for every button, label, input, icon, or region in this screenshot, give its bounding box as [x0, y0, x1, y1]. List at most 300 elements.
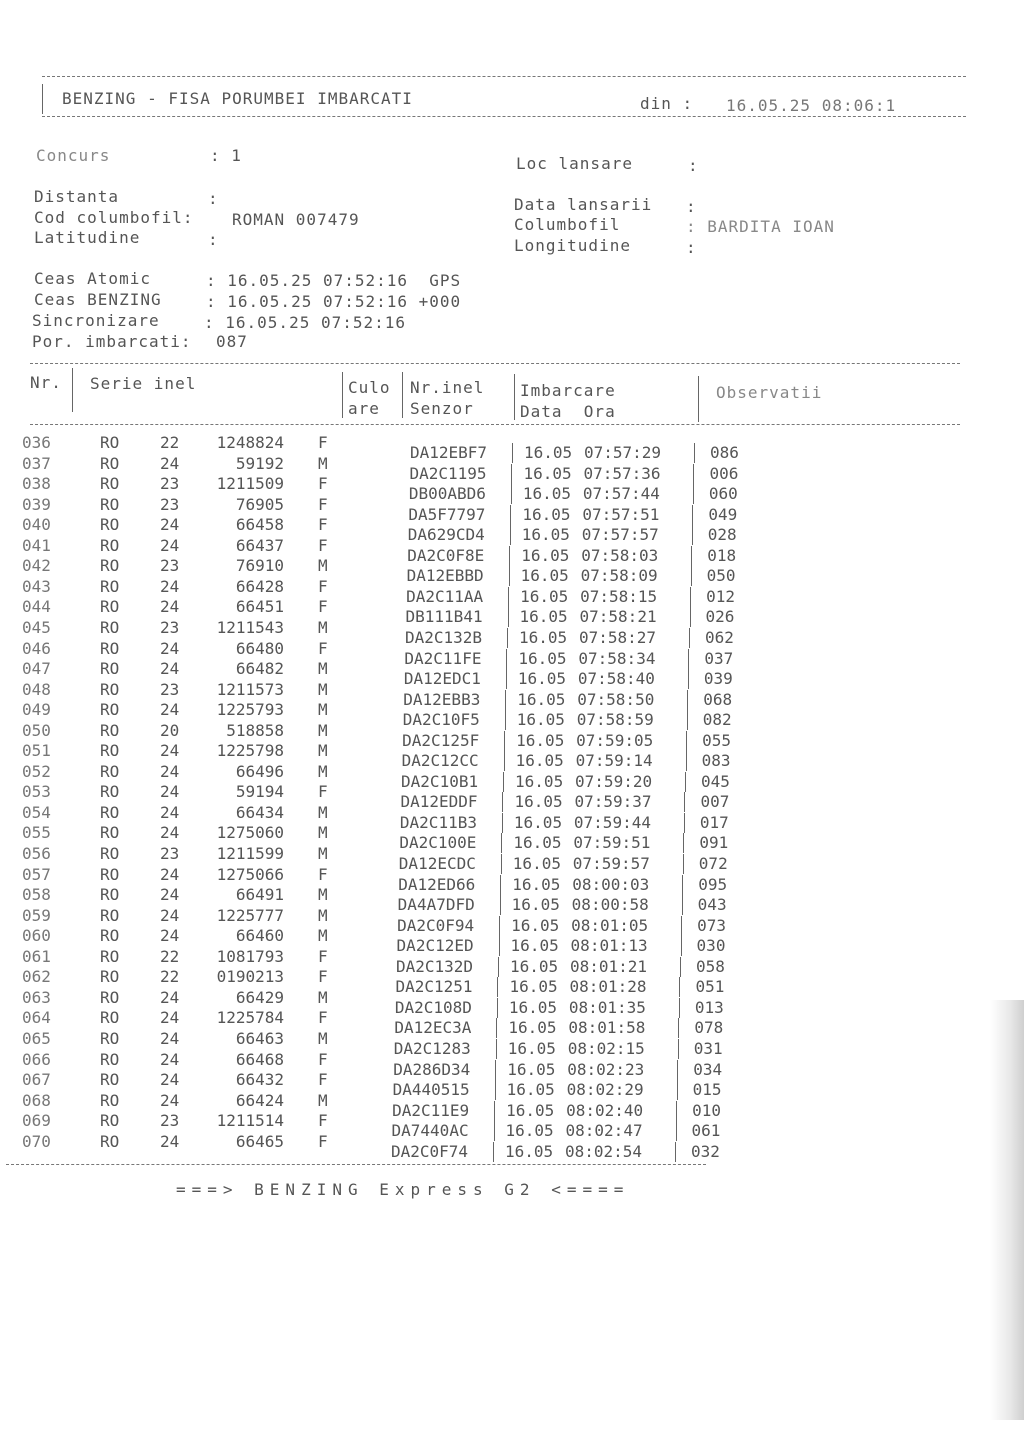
cell-cc: RO [100, 494, 120, 514]
cell-num: 1248824 [216, 433, 284, 452]
cell-date: 16.05 [522, 504, 571, 524]
cell-num: 66424 [235, 1090, 284, 1110]
cell-yr: 24 [160, 741, 180, 761]
cell-yr: 24 [160, 782, 180, 802]
cell-cc: RO [100, 1008, 120, 1028]
cell-cc: RO [100, 535, 120, 555]
cell-sex: M [318, 700, 328, 720]
cell-obs: 007 [700, 792, 730, 812]
cell-sex: F [318, 1070, 328, 1090]
cell-nr: 070 [22, 1131, 51, 1151]
cell-sensor: DA2C11B3 [399, 812, 477, 832]
cell-nr: 057 [22, 864, 51, 884]
cell-yr: 24 [160, 515, 180, 535]
cell-sensor: DA12ED66 [398, 874, 476, 894]
cell-obs: 031 [693, 1038, 723, 1058]
cell-sex: F [318, 535, 328, 555]
cell-time: 07:57:57 [581, 525, 659, 545]
cell-time: 07:59:57 [572, 854, 650, 873]
header-divider-serie [342, 372, 343, 418]
cell-date: 16.05 [516, 730, 565, 750]
cell-nr: 064 [22, 1008, 51, 1028]
cell-obs: 055 [702, 730, 732, 750]
cell-yr: 24 [160, 700, 180, 720]
cell-obs: 030 [696, 936, 726, 956]
header-divider-senzor [514, 374, 515, 420]
col-header-imbarcare: Imbarcare [520, 381, 616, 400]
cell-cc: RO [100, 1070, 120, 1090]
cell-time: 08:01:13 [570, 936, 648, 956]
cell-obs: 039 [703, 669, 733, 689]
cell-date: 16.05 [512, 874, 561, 894]
cell-sensor: DA2C0F74 [390, 1141, 469, 1161]
cell-sensor: DA2C1251 [395, 977, 473, 997]
cell-num: 66437 [235, 535, 284, 555]
cell-num: 76905 [235, 494, 284, 514]
cell-sensor: DA2C108D [394, 997, 472, 1017]
cell-obs: 049 [708, 504, 738, 524]
cod-columbofil-label: Cod columbofil: [34, 208, 194, 227]
cell-nr: 037 [22, 453, 51, 473]
cell-obs: 037 [704, 648, 734, 668]
cell-sex: M [318, 1028, 328, 1048]
header-box-left-edge [42, 84, 43, 114]
cell-nr: 062 [22, 967, 51, 987]
cell-sensor: DA440515 [392, 1080, 470, 1100]
cell-time: 07:59:20 [575, 771, 653, 791]
cell-cc: RO [100, 741, 120, 761]
cell-nr: 066 [22, 1049, 51, 1069]
cell-nr: 045 [22, 617, 51, 637]
cell-yr: 24 [160, 1070, 180, 1090]
cell-sex: M [318, 905, 328, 925]
print-date-label: din : [640, 94, 694, 113]
cell-date: 16.05 [505, 1121, 554, 1141]
cell-nr: 043 [22, 576, 51, 596]
cell-cc: RO [100, 638, 120, 658]
cell-obs: 062 [704, 627, 734, 647]
cell-cc: RO [100, 905, 120, 925]
cell-time: 07:58:09 [580, 566, 658, 586]
cell-sensor: DA2C12ED [396, 936, 474, 956]
cell-time: 08:02:54 [564, 1141, 643, 1161]
cell-yr: 23 [160, 494, 180, 514]
cell-obs: 083 [701, 751, 731, 771]
cell-yr: 24 [160, 659, 180, 679]
ceas-benzing-label: Ceas BENZING [34, 290, 162, 309]
cell-date: 16.05 [516, 710, 565, 730]
cell-date: 16.05 [510, 956, 559, 976]
cell-num: 66480 [235, 638, 284, 658]
cell-sex: F [318, 1008, 328, 1028]
cell-cc: RO [100, 761, 120, 781]
cell-sensor: DA12EBB3 [403, 689, 481, 709]
cell-sex: M [318, 741, 328, 761]
cell-yr: 24 [160, 1049, 180, 1069]
cell-obs: 028 [707, 525, 737, 545]
cell-date: 16.05 [509, 977, 558, 997]
cell-date: 16.05 [517, 669, 566, 689]
cell-num: 1225777 [216, 905, 284, 925]
cell-yr: 24 [160, 1131, 180, 1151]
header-divider-culo [402, 372, 403, 418]
cell-yr: 20 [160, 720, 180, 740]
col-header-are: are [348, 399, 380, 418]
cell-num: 518858 [226, 720, 284, 740]
col-header-culo: Culo [348, 378, 391, 397]
porumbei-imbarcati-label: Por. imbarcati: [32, 332, 192, 351]
cell-cc: RO [100, 597, 120, 617]
cell-nr: 061 [22, 946, 51, 966]
cell-yr: 24 [160, 926, 180, 946]
cell-obs: 091 [699, 833, 729, 853]
cell-num: 66482 [235, 659, 284, 679]
cell-time: 07:58:40 [577, 669, 655, 689]
cell-sensor: DB00ABD6 [408, 484, 486, 504]
cell-sensor: DA12EDC1 [403, 669, 481, 689]
cell-sex: F [318, 433, 328, 452]
cell-time: 07:57:51 [582, 504, 660, 524]
sep-senzor [493, 1142, 494, 1162]
cell-num: 66496 [235, 761, 284, 781]
cell-date: 16.05 [508, 1018, 557, 1038]
cell-nr: 042 [22, 556, 51, 576]
cell-sensor: DA2C10B1 [401, 771, 479, 791]
cell-sensor: DA2C11E9 [392, 1100, 470, 1120]
cell-sex: M [318, 1090, 328, 1110]
cell-yr: 23 [160, 556, 180, 576]
cell-sex: M [318, 844, 328, 863]
cell-cc: RO [100, 844, 120, 863]
cell-nr: 055 [22, 823, 51, 843]
cell-time: 08:01:58 [568, 1018, 646, 1038]
header-bottom-rule [42, 116, 966, 117]
cell-cc: RO [100, 823, 120, 843]
concurs-label: Concurs [36, 146, 111, 165]
cell-cc: RO [100, 617, 120, 637]
cell-cc: RO [100, 556, 120, 576]
cell-nr: 041 [22, 535, 51, 555]
cell-yr: 24 [160, 535, 180, 555]
cell-obs: 058 [696, 956, 725, 976]
cell-yr: 24 [160, 453, 180, 473]
cell-date: 16.05 [522, 484, 572, 504]
cell-yr: 24 [160, 864, 180, 884]
cell-yr: 22 [160, 946, 180, 966]
cell-time: 08:00:58 [571, 895, 649, 915]
cell-sensor: DA2C125F [402, 730, 480, 750]
cell-nr: 056 [22, 844, 51, 863]
cell-obs: 068 [703, 689, 733, 709]
cell-obs: 051 [695, 977, 725, 997]
cell-obs: 072 [698, 854, 728, 873]
cell-sensor: DA5F7797 [408, 504, 486, 524]
cell-nr: 040 [22, 515, 51, 535]
cell-cc: RO [100, 1090, 120, 1110]
cell-date: 16.05 [507, 1038, 556, 1058]
cell-sex: M [318, 926, 328, 946]
cell-time: 08:02:15 [567, 1038, 645, 1058]
cell-cc: RO [100, 720, 120, 740]
cell-date: 16.05 [506, 1100, 555, 1120]
porumbei-imbarcati-value: 087 [216, 332, 248, 351]
cell-sensor: DA2C10F5 [402, 710, 480, 730]
cell-num: 66463 [235, 1028, 284, 1048]
header-divider-nr [72, 368, 73, 412]
col-header-data-ora: Data Ora [520, 402, 616, 421]
cell-sensor: DA2C100E [399, 833, 477, 853]
cell-cc: RO [100, 946, 120, 966]
document-title: BENZING - FISA PORUMBEI IMBARCATI [62, 89, 413, 108]
cell-date: 16.05 [512, 854, 561, 873]
cell-date: 16.05 [523, 463, 572, 483]
cell-date: 16.05 [513, 833, 562, 853]
columbofil-value: : BARDITA IOAN [686, 217, 835, 236]
cell-date: 16.05 [514, 792, 563, 812]
cell-sex: F [318, 1049, 328, 1069]
cell-time: 07:58:15 [580, 586, 658, 606]
cell-date: 16.05 [520, 586, 569, 606]
cell-num: 1211514 [216, 1111, 284, 1131]
cell-sex: F [318, 864, 328, 884]
table-row [0, 1049, 1024, 1079]
table-row [0, 433, 1024, 462]
loc-lansare-label: Loc lansare [516, 154, 633, 173]
cell-obs: 050 [706, 566, 736, 586]
distanta-label: Distanta [34, 187, 120, 206]
cell-sex: F [318, 597, 328, 617]
cell-obs: 073 [697, 915, 727, 935]
cell-sensor: DA2C0F8E [407, 545, 485, 565]
table-top-rule [30, 363, 960, 364]
cell-num: 1225793 [216, 700, 284, 720]
cell-sensor: DB111B41 [405, 607, 483, 627]
cell-num: 66460 [235, 926, 284, 946]
cell-obs: 082 [702, 710, 732, 730]
cell-yr: 24 [160, 1008, 180, 1028]
header-divider-imbarcare [698, 376, 699, 422]
cell-date: 16.05 [510, 936, 559, 956]
cell-nr: 049 [22, 700, 51, 720]
sincronizare-value: : 16.05.25 07:52:16 [204, 313, 407, 332]
cell-num: 66465 [235, 1131, 284, 1151]
cell-sex: M [318, 617, 328, 637]
cell-date: 16.05 [520, 566, 569, 586]
cell-sensor: DA7440AC [391, 1121, 469, 1141]
cell-nr: 065 [22, 1028, 51, 1048]
col-header-nr-inel: Nr.inel [410, 378, 485, 397]
cell-cc: RO [100, 1049, 120, 1069]
cell-date: 16.05 [517, 689, 566, 709]
data-lansarii-label: Data lansarii [514, 195, 653, 214]
cell-sex: M [318, 802, 328, 822]
cell-cc: RO [100, 1131, 120, 1151]
cell-num: 59194 [235, 782, 284, 802]
cell-sex: F [318, 1111, 328, 1131]
cell-time: 07:57:29 [584, 443, 662, 462]
cell-cc: RO [100, 987, 120, 1007]
cell-num: 1225798 [216, 741, 284, 761]
sincronizare-label: Sincronizare [32, 311, 160, 330]
cell-sex: F [318, 967, 328, 987]
latitudine-value: : [208, 230, 219, 249]
cell-sex: F [318, 638, 328, 658]
cell-yr: 24 [160, 905, 180, 925]
cell-time: 07:57:44 [582, 484, 660, 504]
table-row [0, 638, 1024, 668]
cell-num: 1275060 [216, 823, 284, 843]
cell-nr: 051 [22, 741, 51, 761]
cell-obs: 013 [694, 997, 724, 1017]
cell-sensor: DA2C1195 [409, 463, 487, 483]
col-header-serie-inel: Serie inel [90, 374, 197, 393]
cell-sensor: DA4A7DFD [397, 895, 475, 915]
longitudine-label: Longitudine [514, 236, 631, 255]
cell-obs: 010 [692, 1100, 721, 1120]
cell-sensor: DA2C1283 [393, 1038, 471, 1058]
cell-sex: M [318, 659, 328, 679]
cell-obs: 017 [699, 812, 729, 832]
cell-num: 1211599 [216, 844, 284, 863]
cell-nr: 060 [22, 926, 51, 946]
cell-date: 16.05 [518, 648, 567, 668]
cell-yr: 22 [160, 433, 180, 452]
cell-num: 66458 [235, 515, 284, 535]
cell-time: 07:59:44 [573, 812, 651, 832]
cell-num: 76910 [235, 556, 284, 576]
cell-num: 66434 [235, 802, 284, 822]
cell-date: 16.05 [518, 627, 568, 647]
cell-date: 16.05 [519, 607, 568, 627]
loc-lansare-value: : [688, 156, 699, 175]
cell-yr: 24 [160, 802, 180, 822]
data-lansarii-value: : [686, 197, 697, 216]
ceas-benzing-value: : 16.05.25 07:52:16 +000 [206, 292, 462, 311]
cell-yr: 23 [160, 617, 180, 637]
cell-cc: RO [100, 885, 120, 905]
cell-yr: 22 [160, 967, 180, 987]
col-header-senzor: Senzor [410, 399, 474, 418]
cell-obs: 086 [710, 443, 739, 462]
cell-sensor: DA12EDDF [400, 792, 478, 812]
cell-obs: 018 [707, 545, 737, 565]
cell-num: 1081793 [216, 946, 284, 966]
sep-imbarcare [675, 1142, 676, 1162]
cell-time: 07:59:14 [575, 751, 653, 771]
cell-sex: M [318, 987, 328, 1007]
table-header-bottom-rule [30, 424, 960, 425]
cell-date: 16.05 [511, 895, 560, 915]
cell-sensor: DA2C12CC [401, 751, 479, 771]
cell-obs: 060 [708, 484, 738, 504]
cell-obs: 095 [698, 874, 728, 894]
cell-num: 0190213 [216, 967, 284, 987]
cell-date: 16.05 [513, 812, 563, 832]
cell-obs: 043 [697, 895, 727, 915]
cell-sex: F [318, 782, 328, 802]
cell-sex: F [318, 946, 328, 966]
cell-sensor: DA12EBBD [406, 566, 484, 586]
cell-cc: RO [100, 700, 120, 720]
cell-yr: 23 [160, 679, 180, 699]
cell-date: 16.05 [504, 1141, 554, 1161]
cell-nr: 039 [22, 494, 51, 514]
cell-date: 16.05 [524, 443, 573, 462]
cell-num: 59192 [235, 453, 284, 473]
cell-obs: 006 [709, 463, 739, 483]
cell-nr: 054 [22, 802, 51, 822]
cell-yr: 24 [160, 597, 180, 617]
cell-sensor: DA2C0F94 [397, 915, 475, 935]
cell-yr: 24 [160, 1028, 180, 1048]
cell-nr: 063 [22, 987, 51, 1007]
cell-obs: 061 [691, 1121, 721, 1141]
cell-date: 16.05 [521, 545, 570, 565]
cell-time: 08:02:47 [565, 1121, 643, 1141]
cell-num: 1211573 [216, 679, 284, 699]
cell-sex: M [318, 823, 328, 843]
cell-cc: RO [100, 576, 120, 596]
cell-sex: M [318, 761, 328, 781]
cell-num: 66491 [235, 885, 284, 905]
cell-date: 16.05 [506, 1080, 555, 1100]
cell-num: 66432 [235, 1070, 284, 1090]
cell-cc: RO [100, 1111, 120, 1131]
cell-cc: RO [100, 864, 120, 884]
cell-yr: 24 [160, 823, 180, 843]
cell-nr: 047 [22, 659, 51, 679]
latitudine-label: Latitudine [34, 228, 141, 247]
cell-date: 16.05 [521, 525, 570, 545]
cell-num: 66428 [235, 576, 284, 596]
cell-sex: M [318, 885, 328, 905]
cell-nr: 046 [22, 638, 51, 658]
cell-yr: 24 [160, 638, 180, 658]
cell-time: 07:58:34 [578, 648, 656, 668]
cell-date: 16.05 [508, 997, 558, 1017]
cell-time: 08:01:35 [568, 997, 646, 1017]
cell-time: 07:58:27 [578, 627, 657, 647]
cell-cc: RO [100, 782, 120, 802]
cell-nr: 067 [22, 1070, 51, 1090]
table-row [0, 864, 1024, 894]
table-row [0, 844, 1024, 873]
scan-edge-shadow [990, 1000, 1024, 1420]
ceas-atomic-label: Ceas Atomic [34, 269, 151, 288]
cell-sex: M [318, 453, 328, 473]
cell-sex: F [318, 494, 328, 514]
columbofil-label: Columbofil [514, 215, 621, 234]
cell-sensor: DA12EBF7 [410, 443, 488, 462]
cell-sex: F [318, 474, 328, 494]
cell-sex: M [318, 679, 328, 699]
cell-sensor: DA286D34 [393, 1059, 471, 1079]
cell-obs: 045 [701, 771, 730, 791]
distanta-value: : [208, 189, 219, 208]
concurs-value: : 1 [210, 146, 242, 165]
cell-sensor: DA2C132D [396, 956, 474, 976]
cell-obs: 034 [693, 1059, 723, 1079]
cell-obs: 032 [690, 1141, 720, 1161]
cell-yr: 24 [160, 987, 180, 1007]
cell-yr: 23 [160, 844, 180, 863]
cell-obs: 015 [692, 1080, 722, 1100]
cell-sex: F [318, 576, 328, 596]
cell-num: 1211543 [216, 617, 284, 637]
longitudine-value: : [686, 238, 697, 257]
cell-date: 16.05 [515, 771, 564, 791]
cell-cc: RO [100, 433, 120, 452]
